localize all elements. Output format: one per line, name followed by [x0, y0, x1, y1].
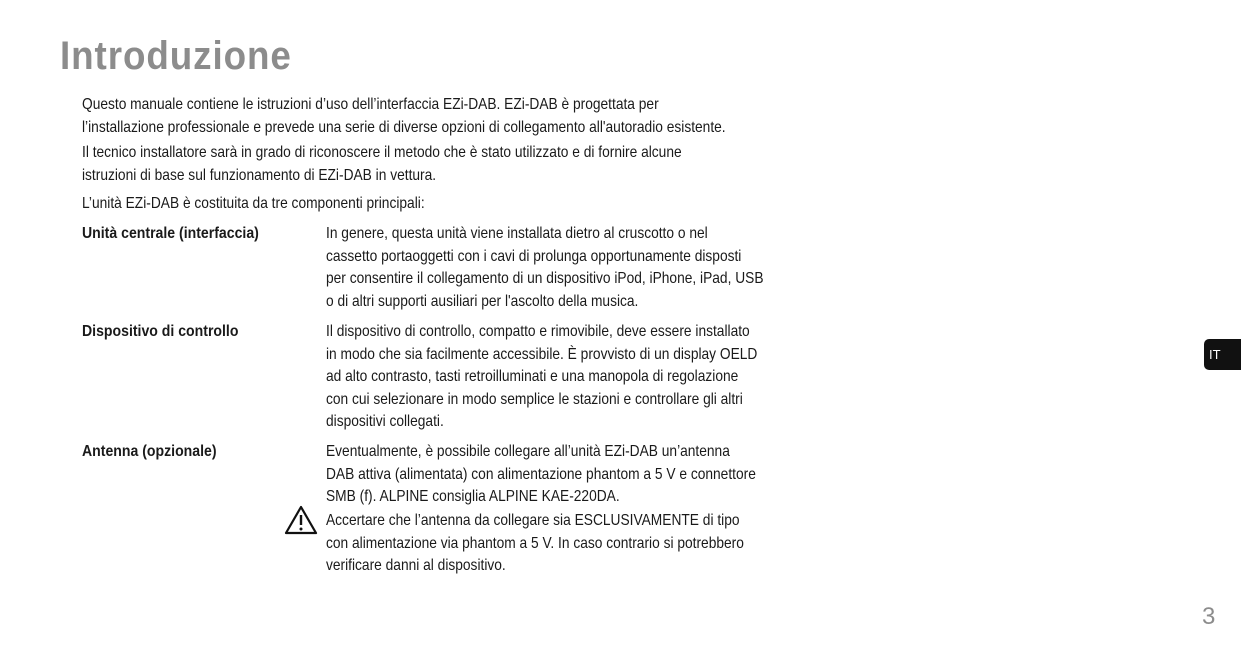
component-term-central-unit: Unità centrale (interfaccia) — [82, 225, 259, 242]
text-line: per consentire il collegamento di un dispositivo iPod, iPhone, iPad, USB — [326, 270, 764, 287]
text-line: verificare danni al dispositivo. — [326, 557, 506, 574]
text-line: SMB (f). ALPINE consiglia ALPINE KAE-220DA. — [326, 488, 620, 505]
text-line: in modo che sia facilmente accessibile. È provvisto di un display OELD — [326, 345, 758, 363]
text-line: con alimentazione via phantom a 5 V. In caso contrario si potrebbero — [326, 534, 744, 552]
text-line: Il tecnico installatore sarà in grado di riconoscere il metodo che è stato utilizzato e di fornire alcune — [82, 144, 682, 161]
text-line: dispositivi collegati. — [326, 413, 444, 430]
text-line: l’installazione professionale e prevede una serie di diverse opzioni di collegamento all'autoradio esistente. — [82, 118, 726, 136]
text-line: Eventualmente, è possibile collegare all’unità EZi-DAB un’antenna — [326, 443, 730, 460]
text-line: In genere, questa unità viene installata dietro al cruscotto o nel — [326, 225, 708, 242]
text-line: DAB attiva (alimentata) con alimentazione phantom a 5 V e connettore — [326, 465, 756, 483]
text-line: o di altri supporti ausiliari per l'ascolto della musica. — [326, 292, 639, 310]
text-line: cassetto portaoggetti con i cavi di prolunga opportunamente disposti — [326, 247, 742, 265]
intro-paragraph-2 — [82, 142, 736, 187]
language-tab: IT — [1204, 339, 1241, 370]
component-term-control-device: Dispositivo di controllo — [82, 323, 239, 340]
component-desc-antenna — [326, 441, 756, 509]
text-line: istruzioni di base sul funzionamento di EZi-DAB in vettura. — [82, 166, 437, 184]
text-line: Il dispositivo di controllo, compatto e rimovibile, deve essere installato — [326, 323, 750, 340]
text-line: Questo manuale contiene le istruzioni d’uso dell’interfaccia EZi-DAB. EZi-DAB è progettata per — [82, 96, 659, 113]
text-line: Accertare che l’antenna da collegare sia ESCLUSIVAMENTE di tipo — [326, 512, 740, 529]
component-term-antenna: Antenna (opzionale) — [82, 443, 217, 460]
text-line: ad alto contrasto, tasti retroilluminati e una manopola di regolazione — [326, 368, 739, 385]
antenna-warning-text — [326, 510, 744, 578]
warning-triangle-icon — [284, 505, 318, 535]
component-desc-control-device — [326, 321, 757, 434]
intro-paragraph-1 — [82, 94, 736, 139]
text-line: con cui selezionare in modo semplice le stazioni e controllare gli altri — [326, 390, 743, 408]
intro-paragraph-3: L’unità EZi-DAB è costituita da tre componenti principali: — [82, 195, 425, 212]
page-number: 3 — [1202, 603, 1216, 630]
component-desc-central-unit — [326, 223, 764, 313]
page-title: Introduzione — [60, 34, 292, 78]
